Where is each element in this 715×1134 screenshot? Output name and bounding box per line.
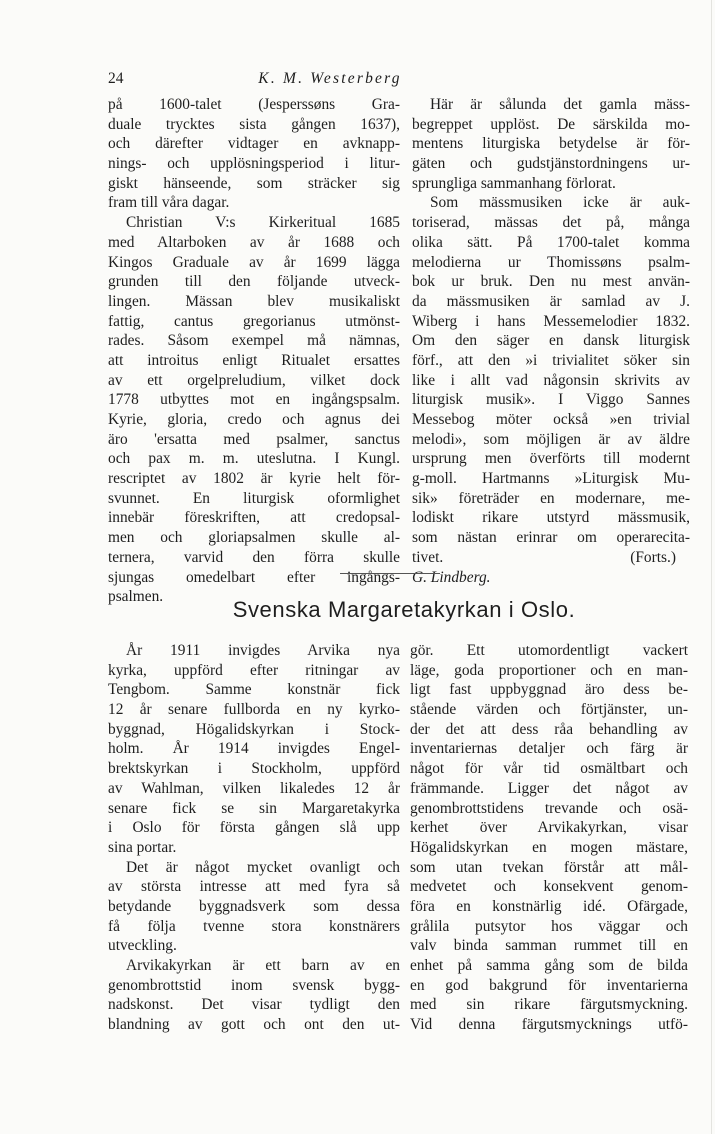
- text-line-content: enhet på samma gång som de bilda: [410, 957, 688, 974]
- text-line: [108, 430, 400, 450]
- text-line: [108, 312, 400, 332]
- text-line-content: fattig, cantus gregorianus utmönst-: [108, 312, 400, 330]
- article2-left-column: [108, 641, 400, 1035]
- text-line-content: Vid denna färgutsmycknings utfö-: [410, 1016, 688, 1034]
- text-line: [410, 720, 688, 740]
- text-line: [412, 430, 690, 450]
- text-line: [412, 292, 690, 312]
- text-line: [412, 115, 690, 135]
- text-line: [108, 134, 400, 154]
- text-line: [108, 193, 400, 213]
- text-line-content: föra en konstnärlig idé. Ofärgade,: [410, 897, 688, 915]
- text-line: [108, 449, 400, 469]
- text-line: [108, 858, 400, 878]
- text-line: [412, 193, 690, 213]
- text-line: [108, 489, 400, 509]
- text-line-content: Kyrie, gloria, credo och agnus dei: [108, 411, 400, 428]
- text-line-content: inventariernas detaljer och färg är: [410, 740, 688, 758]
- text-line: [412, 312, 690, 332]
- text-line: [108, 371, 400, 391]
- article-title: Svenska Margaretakyrkan i Oslo.: [232, 597, 576, 622]
- text-line: [412, 253, 690, 273]
- text-line: [108, 661, 400, 681]
- text-line-content: Om den säger en dansk liturgisk: [412, 332, 690, 350]
- text-line: [108, 739, 400, 759]
- text-line: [410, 976, 688, 996]
- text-line-content: rades. Såsom exempel må nämnas,: [108, 332, 400, 350]
- text-line: [108, 1015, 400, 1035]
- article2-right-column: [410, 641, 688, 1035]
- text-line-content: Christian V:s Kirkeritual 1685: [126, 214, 400, 232]
- text-line: [412, 508, 690, 528]
- text-line-content: främmande. Ligger det något av: [410, 779, 688, 797]
- text-line: [108, 568, 400, 588]
- paragraph: [412, 193, 690, 567]
- text-line: [410, 779, 688, 799]
- text-line-content: lingen. Mässan blev musikaliskt: [108, 292, 400, 310]
- text-line-content: och pax m. m. uteslutna. I Kungl.: [108, 450, 400, 468]
- text-line-content: genombrottstid inom svensk bygg-: [108, 976, 400, 994]
- text-line-content: År 1911 invigdes Arvika nya: [126, 642, 400, 659]
- text-line-content: att introitus enligt Ritualet ersattes: [108, 351, 400, 369]
- text-line: [410, 680, 688, 700]
- text-line-content: valv binda samman rummet till en: [410, 937, 688, 955]
- text-line-content: psalmen.: [108, 588, 164, 606]
- text-line-content: av största intresse att med fyra så: [108, 878, 400, 896]
- text-line-content: men och gloriapsalmen skulle al-: [108, 529, 400, 547]
- text-line-content: en god bakgrund för inventarierna: [410, 976, 688, 994]
- text-line-content: brektskyrkan i Stockholm, uppförd: [108, 760, 400, 778]
- text-line: [410, 956, 688, 976]
- text-line-content: ligt fast uppbyggnad äro dess be-: [410, 681, 688, 699]
- text-line-content: nadskonst. Det visar tydligt den: [108, 996, 400, 1014]
- scan-edge: [711, 0, 712, 1134]
- text-line-content: tivet.: [412, 548, 444, 566]
- text-line: [410, 917, 688, 937]
- text-line-content: mentens liturgiska betydelse är för-: [412, 135, 690, 153]
- text-line-content: Högalidskyrkan en mogen mästare,: [410, 838, 688, 856]
- text-line: [412, 469, 690, 489]
- text-line: [412, 351, 690, 371]
- text-line: [410, 759, 688, 779]
- text-line-content: sjungas omedelbart efter ingångs-: [108, 568, 400, 586]
- text-line-content: bok ur bruk. Den nu mest använ-: [412, 273, 690, 291]
- text-line-content: som utan tvekan förstår att mål-: [410, 858, 688, 876]
- text-line: [108, 995, 400, 1015]
- text-line-content: nings- och upplösningsperiod i litur-: [108, 155, 400, 173]
- text-line-content: kyrka, uppförd efter ritningar av: [108, 661, 400, 679]
- text-line-content: svunnet. En liturgisk oformlighet: [108, 489, 400, 507]
- running-head: K. M. Westerberg: [258, 70, 402, 87]
- text-line: [108, 351, 400, 371]
- text-line-content: lodiskt rikare utstyrd mässmusik,: [412, 509, 690, 527]
- text-line-content: som nästan erinrar om operarecita-: [412, 529, 690, 547]
- text-line: [108, 174, 400, 194]
- text-line: [108, 779, 400, 799]
- text-line-content: grålila putsytor hos väggar och: [410, 917, 688, 935]
- text-line-content: utveckling.: [108, 937, 177, 955]
- text-line: [412, 371, 690, 391]
- paragraph: [108, 641, 400, 858]
- text-line-content: Det är något mycket ovanligt och: [126, 858, 400, 876]
- text-line-content: melodierna ur Thomissøns psalm-: [412, 253, 690, 271]
- text-line: [108, 272, 400, 292]
- text-line-content: ternera, varvid den förra skulle: [108, 548, 400, 566]
- text-line-content: äro 'ersatta med psalmer, sanctus: [108, 430, 400, 448]
- text-line: [108, 641, 400, 661]
- article-divider: [340, 573, 440, 574]
- paragraph: [108, 956, 400, 1035]
- text-line: [108, 410, 400, 430]
- text-line-content: få följa tvenne stora konstnärers: [108, 917, 400, 935]
- text-line: [108, 390, 400, 410]
- text-line-content: på 1600-talet (Jesperssøns Gra-: [108, 96, 400, 113]
- text-line-content: gäten och gudstjänstordningens ur-: [412, 155, 690, 173]
- text-line-content: med sin rikare färgutsmyckning.: [410, 996, 688, 1014]
- text-line: [108, 213, 400, 233]
- text-line-content: Messebog möter också »en trivial: [412, 411, 690, 428]
- text-line: [412, 154, 690, 174]
- paragraph: [108, 213, 400, 607]
- text-line: [108, 680, 400, 700]
- text-line-content: Arvikakyrkan är ett barn av en: [126, 957, 400, 974]
- text-line: [412, 548, 690, 568]
- text-line: [108, 253, 400, 273]
- text-line-content: av Wahlman, vilken likaledes 12 år: [108, 779, 400, 797]
- text-line: [108, 838, 400, 858]
- text-line: [108, 700, 400, 720]
- article1-right-column: [412, 95, 690, 587]
- text-line-content: med Altarboken av år 1688 och: [108, 233, 400, 251]
- text-line: [410, 897, 688, 917]
- text-line: [412, 528, 690, 548]
- text-line-content: ursprung men överförts till modernt: [412, 450, 690, 468]
- paragraph: [108, 95, 400, 213]
- text-line-content: sik» företräder en modernare, me-: [412, 489, 690, 507]
- text-line: [108, 936, 400, 956]
- text-line-content: förf., att den »i trivialitet söker sin: [412, 351, 690, 369]
- text-line: [412, 95, 690, 115]
- author-signature: G. Lindberg.: [412, 568, 491, 586]
- text-line: [108, 154, 400, 174]
- text-line: [412, 233, 690, 253]
- text-line-content: melodi», som möjligen är av äldre: [412, 430, 690, 448]
- text-line-content: liturgisk musik». I Viggo Sannes: [412, 391, 690, 409]
- text-line-content: sina portar.: [108, 838, 177, 856]
- text-line-content: like i allt vad någonsin skrivits av: [412, 371, 690, 389]
- article1-left-column: [108, 95, 400, 607]
- text-line-content: fram till våra dagar.: [108, 194, 230, 212]
- page-number: 24: [108, 70, 124, 87]
- text-line-content: g-moll. Hartmanns »Liturgisk Mu-: [412, 470, 690, 488]
- text-line: [108, 233, 400, 253]
- text-line-content: begreppet upplöst. De särskilda mo-: [412, 115, 690, 133]
- text-line-content: byggnad, Högalidskyrkan i Stock-: [108, 720, 400, 738]
- text-line: [410, 799, 688, 819]
- text-line: [412, 174, 690, 194]
- text-line: [108, 897, 400, 917]
- text-line-content: senare fick se sin Margaretakyrka: [108, 799, 400, 817]
- text-line-content: genombrottstidens trevande och osä-: [410, 799, 688, 817]
- text-line: [108, 917, 400, 937]
- text-line-content: kerhet över Arvikakyrkan, visar: [410, 819, 688, 837]
- text-line: [108, 508, 400, 528]
- text-line: [108, 720, 400, 740]
- text-line: [108, 956, 400, 976]
- text-line: [412, 489, 690, 509]
- text-line: [410, 818, 688, 838]
- text-line: [108, 331, 400, 351]
- text-line: [108, 469, 400, 489]
- text-line-content: något för vår tid osmältbart och: [410, 760, 688, 778]
- text-line-content: av ett orgelpreludium, vilket dock: [108, 371, 400, 389]
- text-line: [108, 548, 400, 568]
- text-line: [108, 877, 400, 897]
- text-line: [410, 995, 688, 1015]
- text-line: [412, 134, 690, 154]
- text-line: [412, 390, 690, 410]
- text-line: [412, 449, 690, 469]
- text-line-content: innebär föreskriften, att credopsal-: [108, 509, 400, 527]
- text-line: [410, 641, 688, 661]
- text-line-content: Här är sålunda det gamla mäss-: [430, 96, 690, 113]
- text-line-content: giskt hänseende, som sträcker sig: [108, 174, 400, 192]
- text-line-content: stående värden och förtjänster, un-: [410, 701, 688, 719]
- text-line: [412, 213, 690, 233]
- text-line: [410, 739, 688, 759]
- text-line: [410, 1015, 688, 1035]
- text-line-content: Wiberg i hans Messemelodier 1832.: [412, 312, 690, 330]
- text-line: [108, 115, 400, 135]
- text-line: [108, 528, 400, 548]
- text-line: [108, 976, 400, 996]
- text-line-content: der det att dess råa behandling av: [410, 720, 688, 738]
- text-line: [412, 410, 690, 430]
- text-line: [108, 292, 400, 312]
- continued-note: (Forts.): [630, 548, 676, 566]
- paragraph: [108, 858, 400, 956]
- text-line: [410, 877, 688, 897]
- text-line-content: Som mässmusiken icke är auk-: [430, 194, 690, 212]
- text-line-content: duale trycktes sista gången 1637),: [108, 115, 400, 133]
- text-line: [410, 936, 688, 956]
- text-line-content: och därefter vidtager en avknapp-: [108, 135, 400, 153]
- text-line-content: grunden till den följande utveck-: [108, 273, 400, 291]
- text-line: [108, 799, 400, 819]
- text-line-content: olika sätt. På 1700-talet komma: [412, 233, 690, 251]
- text-line: [108, 818, 400, 838]
- text-line-content: rescriptet av 1802 är kyrie helt för-: [108, 470, 400, 488]
- text-line-content: da mässmusiken är samlad av J.: [412, 292, 690, 310]
- text-line: [410, 700, 688, 720]
- text-line-content: 1778 utbyttes mot en ingångspsalm.: [108, 391, 400, 409]
- text-line-content: betydande byggnadsverk som dessa: [108, 897, 400, 915]
- text-line-content: sprungliga sammanhang förlorat.: [412, 174, 616, 192]
- text-line: [412, 272, 690, 292]
- paragraph: [412, 95, 690, 193]
- text-line-content: medvetet och konsekvent genom-: [410, 878, 688, 896]
- text-line: [410, 838, 688, 858]
- text-line-content: holm. År 1914 invigdes Engel-: [108, 740, 400, 758]
- text-line-content: läge, goda proportioner och en man-: [410, 661, 688, 679]
- text-line: [410, 661, 688, 681]
- text-line: [412, 331, 690, 351]
- text-line-content: blandning av gott och ont den ut-: [108, 1016, 400, 1034]
- text-line-content: 12 år senare fullborda en ny kyrko-: [108, 701, 400, 719]
- text-line: [108, 759, 400, 779]
- text-line-content: Kingos Graduale av år 1699 lägga: [108, 253, 400, 271]
- paragraph: [410, 641, 688, 1035]
- text-line-content: gör. Ett utomordentligt vackert: [410, 642, 688, 659]
- text-line: [108, 95, 400, 115]
- text-line-content: i Oslo för första gången slå upp: [108, 819, 400, 837]
- text-line-content: Tengbom. Samme konstnär fick: [108, 681, 400, 699]
- text-line: [410, 858, 688, 878]
- text-line-content: toriserad, mässas det på, många: [412, 214, 690, 232]
